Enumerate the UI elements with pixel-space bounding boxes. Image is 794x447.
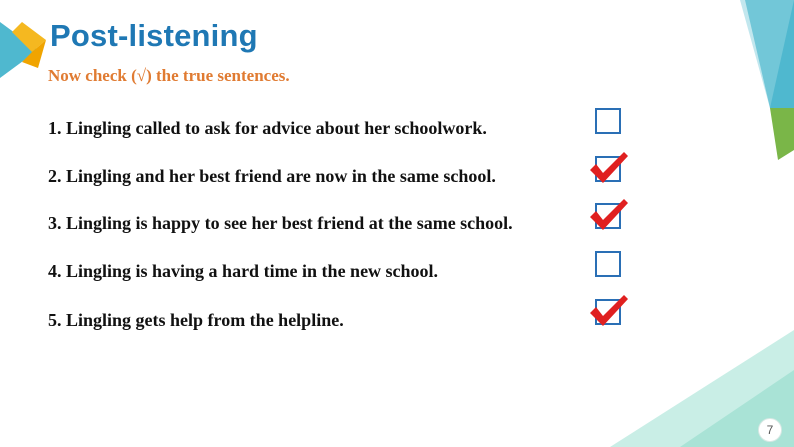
red-checkmark-icon [588,150,630,186]
sentence-4: 4. Lingling is having a hard time in the new school. [48,261,439,281]
sentence-2: 2. Lingling and her best friend are now in the same school. [48,166,496,186]
sentence-5: 5. Lingling gets help from the helpline. [48,310,344,330]
right-green-shape [770,108,794,160]
checkbox-4[interactable] [595,251,621,277]
sentence-3: 3. Lingling is happy to see her best friend at the same school. [48,213,513,233]
sentence-1: 1. Lingling called to ask for advice about her schoolwork. [48,118,487,138]
page-title: Post-listening [50,18,258,53]
red-checkmark-icon [588,197,630,233]
page-number: 7 [758,418,782,442]
red-checkmark-icon [588,293,630,329]
instruction-text: Now check (√) the true sentences. [48,66,290,85]
checkbox-1[interactable] [595,108,621,134]
